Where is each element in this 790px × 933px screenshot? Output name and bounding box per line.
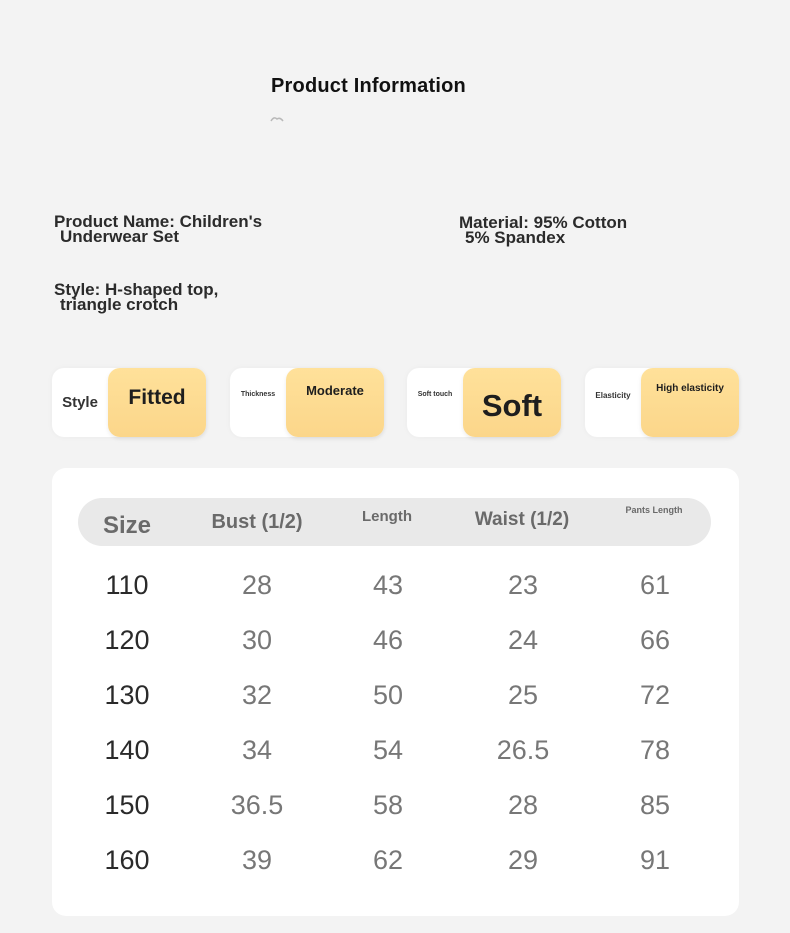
- cell-pants-length: 61: [639, 570, 671, 600]
- header-pants-length: Pants Length: [625, 505, 683, 515]
- cell-bust: 32: [241, 680, 273, 710]
- header-length: Length: [362, 508, 412, 525]
- cell-pants-length: 78: [639, 735, 671, 765]
- table-row: [52, 845, 739, 885]
- cell-length: 50: [372, 680, 404, 710]
- feature-value-elasticity: High elasticity: [641, 368, 739, 437]
- table-row: [52, 625, 739, 665]
- cell-waist: 26.5: [496, 735, 550, 765]
- style-line2: triangle crotch: [60, 295, 179, 314]
- cell-bust: 39: [241, 845, 273, 875]
- cell-pants-length: 72: [639, 680, 671, 710]
- feature-label-style: Style: [62, 394, 98, 411]
- cell-bust: 36.5: [230, 790, 284, 820]
- table-row: [52, 735, 739, 775]
- header-bust: Bust (1/2): [211, 511, 303, 533]
- table-row: [52, 570, 739, 610]
- feature-value-thickness: Moderate: [286, 368, 384, 437]
- feature-card-thickness: [230, 368, 384, 437]
- cell-bust: 30: [241, 625, 273, 655]
- feature-value-style: Fitted: [108, 368, 206, 437]
- feature-label-soft-touch: Soft touch: [417, 391, 453, 398]
- cell-size: 160: [104, 845, 150, 875]
- material-line2: 5% Spandex: [465, 228, 566, 247]
- cell-length: 46: [372, 625, 404, 655]
- cell-waist: 28: [507, 790, 539, 820]
- cell-bust: 34: [241, 735, 273, 765]
- cell-pants-length: 91: [639, 845, 671, 875]
- cell-waist: 24: [507, 625, 539, 655]
- cell-waist: 23: [507, 570, 539, 600]
- material-line1: Material: 95% Cotton: [459, 213, 628, 232]
- table-row: [52, 790, 739, 830]
- cell-size: 130: [104, 680, 150, 710]
- cell-size: 120: [104, 625, 150, 655]
- header-waist: Waist (1/2): [474, 509, 570, 530]
- feature-card-style: [52, 368, 206, 437]
- cell-length: 54: [372, 735, 404, 765]
- product-name-line2: Underwear Set: [60, 227, 180, 246]
- cell-pants-length: 85: [639, 790, 671, 820]
- cell-bust: 28: [241, 570, 273, 600]
- product-name-info: [54, 214, 262, 244]
- size-chart: [52, 468, 739, 916]
- feature-value-soft-touch: Soft: [463, 368, 561, 437]
- header-size: Size: [102, 512, 152, 539]
- material-info: [459, 215, 627, 245]
- title-decoration-icon: [270, 116, 284, 122]
- feature-card-elasticity: [585, 368, 739, 437]
- cell-size: 140: [104, 735, 150, 765]
- style-info: [54, 282, 218, 312]
- cell-pants-length: 66: [639, 625, 671, 655]
- cell-size: 150: [104, 790, 150, 820]
- feature-card-soft-touch: [407, 368, 561, 437]
- feature-label-thickness: Thickness: [240, 391, 276, 398]
- cell-waist: 29: [507, 845, 539, 875]
- cell-length: 43: [372, 570, 404, 600]
- product-name-line1: Product Name: Children's: [54, 212, 263, 231]
- style-line1: Style: H-shaped top,: [54, 280, 219, 299]
- cell-size: 110: [105, 570, 149, 600]
- cell-waist: 25: [507, 680, 539, 710]
- table-row: [52, 680, 739, 720]
- cell-length: 58: [372, 790, 404, 820]
- feature-label-elasticity: Elasticity: [595, 391, 631, 400]
- cell-length: 62: [372, 845, 404, 875]
- page-title: Product Information: [271, 75, 466, 97]
